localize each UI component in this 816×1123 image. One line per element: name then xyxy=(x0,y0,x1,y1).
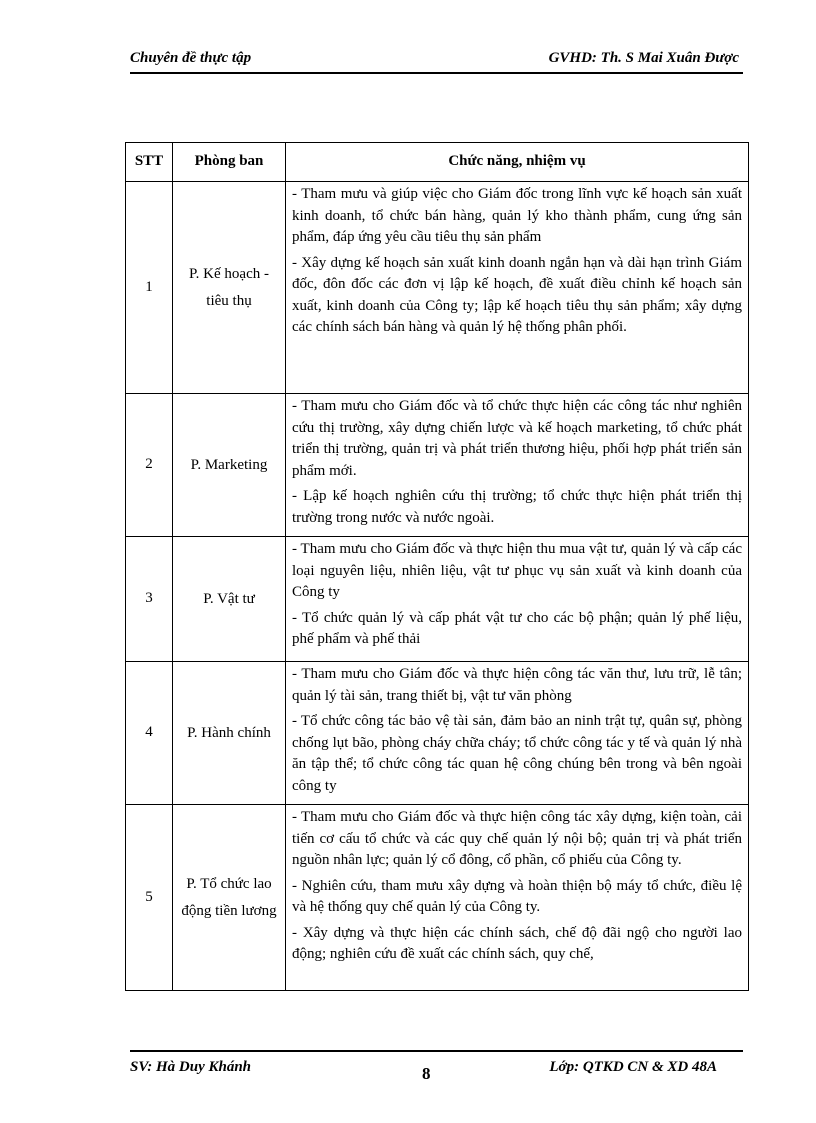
row-number: 2 xyxy=(126,394,173,537)
duty-item: - Tham mưu cho Giám đốc và thực hiện công tác văn thư, lưu trữ, lễ tân; quản lý tài sản, trang thiết bị, vật tư văn phòng xyxy=(292,666,742,704)
column-header-duties: Chức năng, nhiệm vụ xyxy=(286,143,749,182)
row-number: 1 xyxy=(126,182,173,394)
header-advisor: GVHD: Th. S Mai Xuân Được xyxy=(548,50,739,66)
table-header-row xyxy=(126,143,749,182)
table-row xyxy=(126,394,749,537)
duty-item: - Tổ chức quản lý và cấp phát vật tư cho các bộ phận; quản lý phế liệu, phế phẩm và phế thải xyxy=(292,609,742,647)
duties-cell xyxy=(286,537,749,662)
column-header-stt: STT xyxy=(126,143,173,182)
duty-item: - Tổ chức công tác bảo vệ tài sản, đảm bảo an ninh trật tự, quân sự, phòng chống lụt bão, phòng cháy chữa cháy; tổ chức công tác y tế và quản lý nhà ăn tập thể; tổ chức công tác quan hệ công chúng bên trong và bên ngoài công ty xyxy=(292,713,742,794)
table-body xyxy=(126,182,749,991)
department-name: P. Vật tư xyxy=(173,537,286,662)
footer-class: Lớp: QTKD CN & XD 48A xyxy=(549,1059,717,1075)
table-row xyxy=(126,805,749,991)
duty-item: - Tham mưu và giúp việc cho Giám đốc trong lĩnh vực kế hoạch sản xuất kinh doanh, tổ chức bán hàng, quản lý kho thành phẩm, cung ứng sản phẩm, đáp ứng yêu cầu tiêu thụ sản phẩm xyxy=(292,186,742,245)
duty-item: - Tham mưu cho Giám đốc và tổ chức thực hiện các công tác như nghiên cứu thị trường, xây dựng chiến lược và kế hoạch marketing, tổ chức phát triển thị trường, quản trị và phát triển thương hiệu, phối hợp phát triển sản phẩm mới. xyxy=(292,398,742,479)
header-document-title: Chuyên đề thực tập xyxy=(130,50,252,66)
duty-item: - Lập kế hoạch nghiên cứu thị trường; tổ chức thực hiện phát triển thị trường trong nước và nước ngoài. xyxy=(292,488,742,526)
page-header xyxy=(130,46,743,74)
table-row xyxy=(126,537,749,662)
duties-cell xyxy=(286,662,749,805)
duties-cell xyxy=(286,805,749,991)
table-row xyxy=(126,182,749,394)
duty-item: - Tham mưu cho Giám đốc và thực hiện thu mua vật tư, quản lý và cấp các loại nguyên liệu, nhiên liệu, vật tư phục vụ sản xuất và kinh doanh của Công ty xyxy=(292,541,742,600)
row-number: 4 xyxy=(126,662,173,805)
table-row xyxy=(126,662,749,805)
duty-item: - Tham mưu cho Giám đốc và thực hiện công tác xây dựng, kiện toàn, cải tiến cơ cấu tổ chức và các quy chế quản lý nội bộ; quản trị và phát triển nguồn nhân lực; quản lý cổ đông, cổ phần, cổ phiếu của Công ty. xyxy=(292,809,742,868)
page-footer xyxy=(130,1050,743,1092)
footer-student: SV: Hà Duy Khánh xyxy=(130,1059,252,1075)
department-duties-table xyxy=(125,142,749,991)
duties-cell xyxy=(286,182,749,394)
duty-item: - Xây dựng và thực hiện các chính sách, chế độ đãi ngộ cho người lao động; nghiên cứu đề xuất các chính sách, quy chế, xyxy=(292,924,742,962)
department-name: P. Marketing xyxy=(173,394,286,537)
duty-item: - Xây dựng kế hoạch sản xuất kinh doanh ngắn hạn và dài hạn trình Giám đốc, đôn đốc các đơn vị lập kế hoạch, đề xuất điều chỉnh kế hoạch sản xuất, kinh doanh của Công ty; lập kế hoạch tiêu thụ sản phẩm; xây dựng các chính sách bán hàng và quản lý hệ thống phân phối. xyxy=(292,254,742,335)
department-name: P. Hành chính xyxy=(173,662,286,805)
duty-item: - Nghiên cứu, tham mưu xây dựng và hoàn thiện bộ máy tổ chức, điều lệ và hệ thống quy chế quản lý của Công ty. xyxy=(292,877,742,915)
table-header xyxy=(126,143,749,182)
department-name: P. Kế hoạch - tiêu thụ xyxy=(173,182,286,394)
duties-cell xyxy=(286,394,749,537)
department-name: P. Tổ chức lao động tiền lương xyxy=(173,805,286,991)
page-number: 8 xyxy=(422,1064,431,1083)
column-header-department: Phòng ban xyxy=(173,143,286,182)
row-number: 3 xyxy=(126,537,173,662)
row-number: 5 xyxy=(126,805,173,991)
